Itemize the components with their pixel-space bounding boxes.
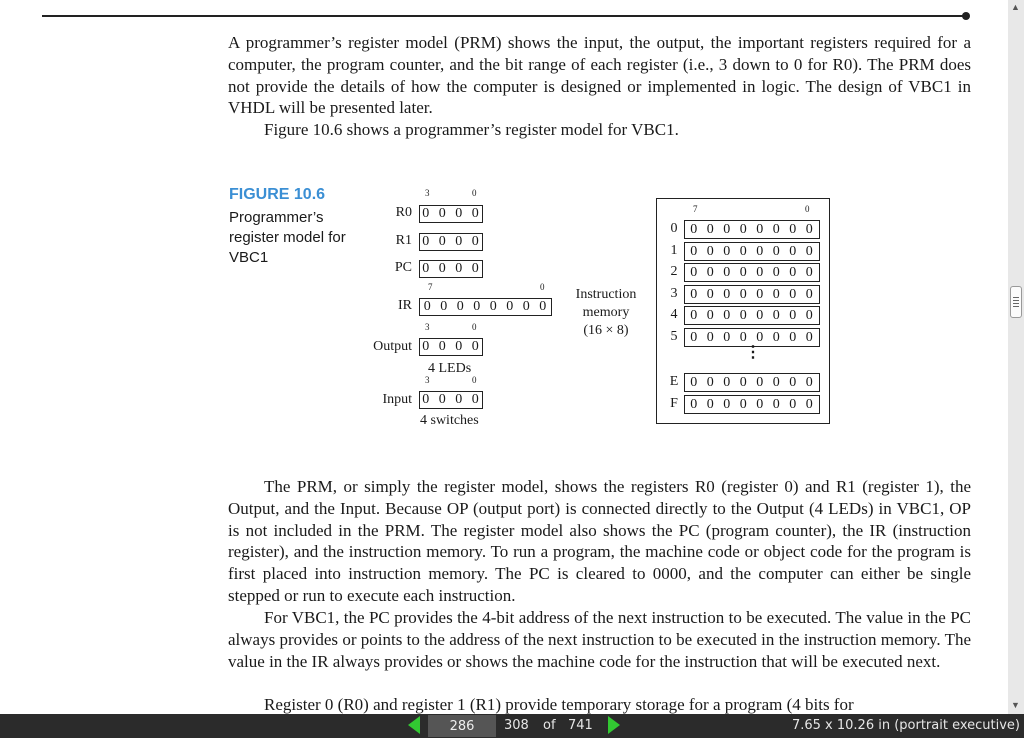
figure-caption: Programmer’s register model for VBC1 [229,209,346,266]
scroll-up-arrow-icon[interactable]: ▲ [1011,2,1020,12]
ir-name: IR [398,298,412,313]
r0-register: 0 0 0 0 [419,205,483,223]
r1-name: R1 [395,233,412,248]
input-lsb-label: 0 [472,375,477,385]
instruction-memory-label [566,286,646,340]
ir-register: 0 0 0 0 0 0 0 0 [419,298,552,316]
scroll-grip-icon [1013,306,1019,307]
memory-row: 0 0 0 0 0 0 0 0 [684,242,820,261]
r0-name: R0 [395,205,412,220]
next-page-icon[interactable] [608,716,620,734]
previous-page-icon[interactable] [408,716,420,734]
memory-msb-label: 7 [693,204,698,214]
scroll-down-arrow-icon[interactable]: ▼ [1011,700,1020,710]
memory-lsb-label: 0 [805,204,810,214]
memory-addr: 4 [670,307,678,322]
memory-ellipsis: ⋮ [745,344,761,361]
r1-register: 0 0 0 0 [419,233,483,251]
output-lsb-label: 0 [472,322,477,332]
instruction-memory-label-line2: memory [582,305,630,320]
paragraph-figure-ref: Figure 10.6 shows a programmer’s register model for VBC1. [264,120,679,139]
paragraph-prm-intro: A programmer’s register model (PRM) shows the input, the output, the important registers required for a computer, the program counter, and the bit range of each register (i.e., 3 down to 0 for R0). The PRM does not provide the details of how the computer is designed or implemented in logic. The design of VBC1 in VHDL will be presented later. [228,33,971,118]
scroll-grip-icon [1013,303,1019,304]
paragraph-prm-description: The PRM, or simply the register model, shows the registers R0 (register 0) and R1 (register 1), the Output, and the Input. Because OP (output port) is connected directly to the Output (4 LEDs) in VBC1, OP is not included in the PRM. The register model also shows the PC (program counter), the IR (instruction register), and the instruction memory. To run a program, the machine code or object code for the program is first placed into instruction memory. The PC is cleared to 0000, and the computer can either be single stepped or run to execute each instruction. [228,477,971,605]
memory-addr: E [669,374,679,389]
scroll-grip-icon [1013,297,1019,298]
memory-addr: 3 [670,286,678,301]
input-name: Input [382,392,412,407]
ir-lsb-label: 0 [540,282,545,292]
memory-row: 0 0 0 0 0 0 0 0 [684,328,820,347]
memory-row: 0 0 0 0 0 0 0 0 [684,306,820,325]
scroll-thumb[interactable] [1010,286,1022,318]
pc-register: 0 0 0 0 [419,260,483,278]
status-bar [0,714,1024,738]
scroll-grip-icon [1013,300,1019,301]
input-register: 0 0 0 0 [419,391,483,409]
instruction-memory-label-line1: Instruction [575,287,637,302]
output-note: 4 LEDs [428,361,472,376]
current-page-number: 308 [504,718,529,733]
page-of-label: of [543,718,556,733]
memory-row: 0 0 0 0 0 0 0 0 [684,220,820,239]
memory-addr: F [670,396,678,411]
memory-row: 0 0 0 0 0 0 0 0 [684,263,820,282]
paragraph-pc-description: For VBC1, the PC provides the 4-bit address of the next instruction to be executed. The value in the PC always provides or points to the address of the next instruction to be executed in the instruction memory. The value in the IR always provides or shows the machine code for the instruction that will be executed next. [228,608,971,671]
header-rule [42,15,966,17]
header-rule-dot [962,12,970,20]
memory-row: 0 0 0 0 0 0 0 0 [684,285,820,304]
output-msb-label: 3 [425,322,430,332]
output-name: Output [373,339,412,354]
memory-row: 0 0 0 0 0 0 0 0 [684,395,820,414]
r0-msb-label: 3 [425,188,430,198]
paragraph-registers: Register 0 (R0) and register 1 (R1) provide temporary storage for a program (4 bits for [264,695,854,714]
pc-name: PC [394,260,412,275]
instruction-memory-label-line3: (16 × 8) [583,323,629,338]
page-number-input[interactable] [428,715,496,737]
output-register: 0 0 0 0 [419,338,483,356]
memory-row: 0 0 0 0 0 0 0 0 [684,373,820,392]
input-msb-label: 3 [425,375,430,385]
total-pages: 741 [568,718,593,733]
memory-addr: 1 [670,243,678,258]
memory-addr: 2 [670,264,678,279]
ir-msb-label: 7 [428,282,433,292]
page-size-label: 7.65 x 10.26 in (portrait executive) [791,718,1020,733]
r0-lsb-label: 0 [472,188,477,198]
input-note: 4 switches [420,413,479,428]
memory-addr: 0 [670,221,678,236]
figure-label: FIGURE 10.6 [229,186,326,203]
vertical-scrollbar[interactable] [1008,0,1024,714]
memory-addr: 5 [670,329,678,344]
